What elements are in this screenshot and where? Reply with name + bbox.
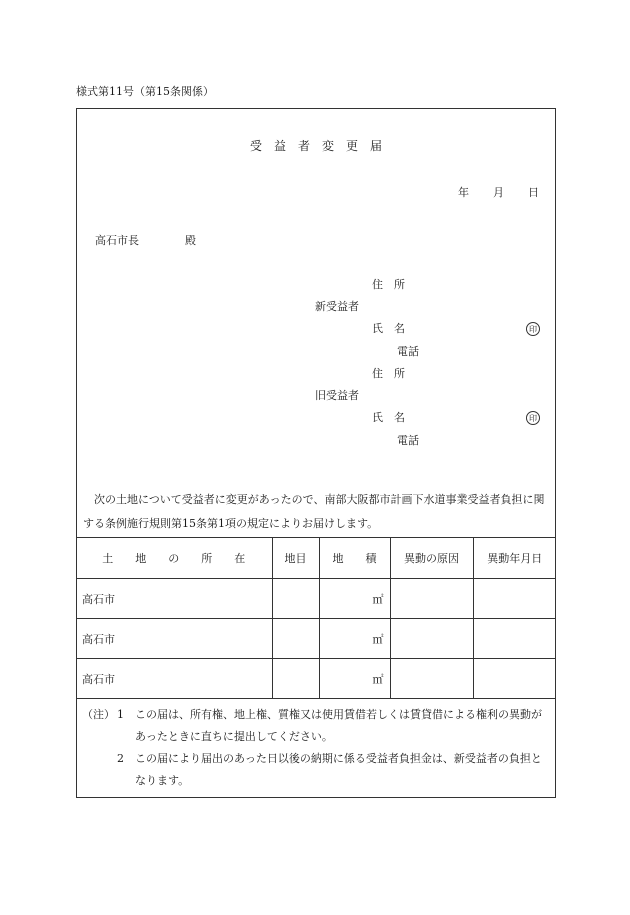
land-category-cell: [272, 659, 319, 699]
table-row: [76, 619, 556, 659]
location-cell: 高石市: [76, 619, 272, 659]
change-reason-cell: [390, 579, 473, 619]
note-item: [82, 748, 552, 792]
recipient-name: 高石市長: [95, 234, 139, 247]
notes-section: [82, 704, 552, 792]
form-title-wrap: [76, 140, 556, 152]
note-item: [82, 704, 552, 748]
table-row: [76, 659, 556, 699]
table-row: [76, 579, 556, 619]
change-reason-cell: [390, 619, 473, 659]
statement-text: 次の土地について受益者に変更があったので、南部大阪都市計画下水道事業受益者負担に関する条例施行規則第15条第1項の規定によりお届けします。: [83, 493, 545, 530]
new-beneficiary-phone-label: 電話: [397, 345, 419, 358]
note-number: 2: [117, 752, 124, 765]
header-location: 土 地 の 所 在: [76, 538, 272, 579]
land-category-cell: [272, 579, 319, 619]
change-date-cell: [473, 659, 556, 699]
land-table: [76, 537, 556, 699]
change-date-cell: [473, 619, 556, 659]
land-table-header: [76, 538, 556, 579]
date-year-label: 年: [458, 186, 469, 199]
header-change-date: 異動年月日: [473, 538, 556, 579]
note-number: 1: [117, 708, 124, 721]
new-beneficiary-address-label: 住 所: [372, 278, 405, 291]
change-date-cell: [473, 579, 556, 619]
new-beneficiary-seal-icon: 印: [526, 322, 540, 336]
note-text: この届により届出のあった日以後の納期に係る受益者負担金は、新受益者の負担となります。: [135, 752, 542, 787]
header-area: 地 積: [319, 538, 390, 579]
header-land-category: 地目: [272, 538, 319, 579]
area-cell: ㎡: [319, 619, 390, 659]
old-beneficiary-seal-icon: 印: [526, 411, 540, 425]
location-cell: 高石市: [76, 579, 272, 619]
form-reference: 様式第11号（第15条関係）: [76, 85, 214, 98]
notes-heading: （注）: [82, 708, 115, 721]
old-beneficiary-phone-label: 電話: [397, 434, 419, 447]
location-cell: 高石市: [76, 659, 272, 699]
header-change-reason: 異動の原因: [390, 538, 473, 579]
area-cell: ㎡: [319, 579, 390, 619]
form-title: 受 益 者 変 更 届: [249, 139, 382, 153]
old-beneficiary-address-label: 住 所: [372, 367, 405, 380]
date-day-label: 日: [528, 186, 539, 199]
land-category-cell: [272, 619, 319, 659]
new-beneficiary-name-label: 氏 名: [372, 322, 405, 335]
recipient-honorific: 殿: [185, 234, 196, 247]
note-text: この届は、所有権、地上権、質権又は使用賃借若しくは賃貸借による権利の異動があったときに直ちに提出してください。: [135, 708, 542, 743]
new-beneficiary-label: 新受益者: [315, 300, 359, 313]
date-month-label: 月: [493, 186, 504, 199]
area-cell: ㎡: [319, 659, 390, 699]
change-reason-cell: [390, 659, 473, 699]
old-beneficiary-name-label: 氏 名: [372, 411, 405, 424]
old-beneficiary-label: 旧受益者: [315, 389, 359, 402]
